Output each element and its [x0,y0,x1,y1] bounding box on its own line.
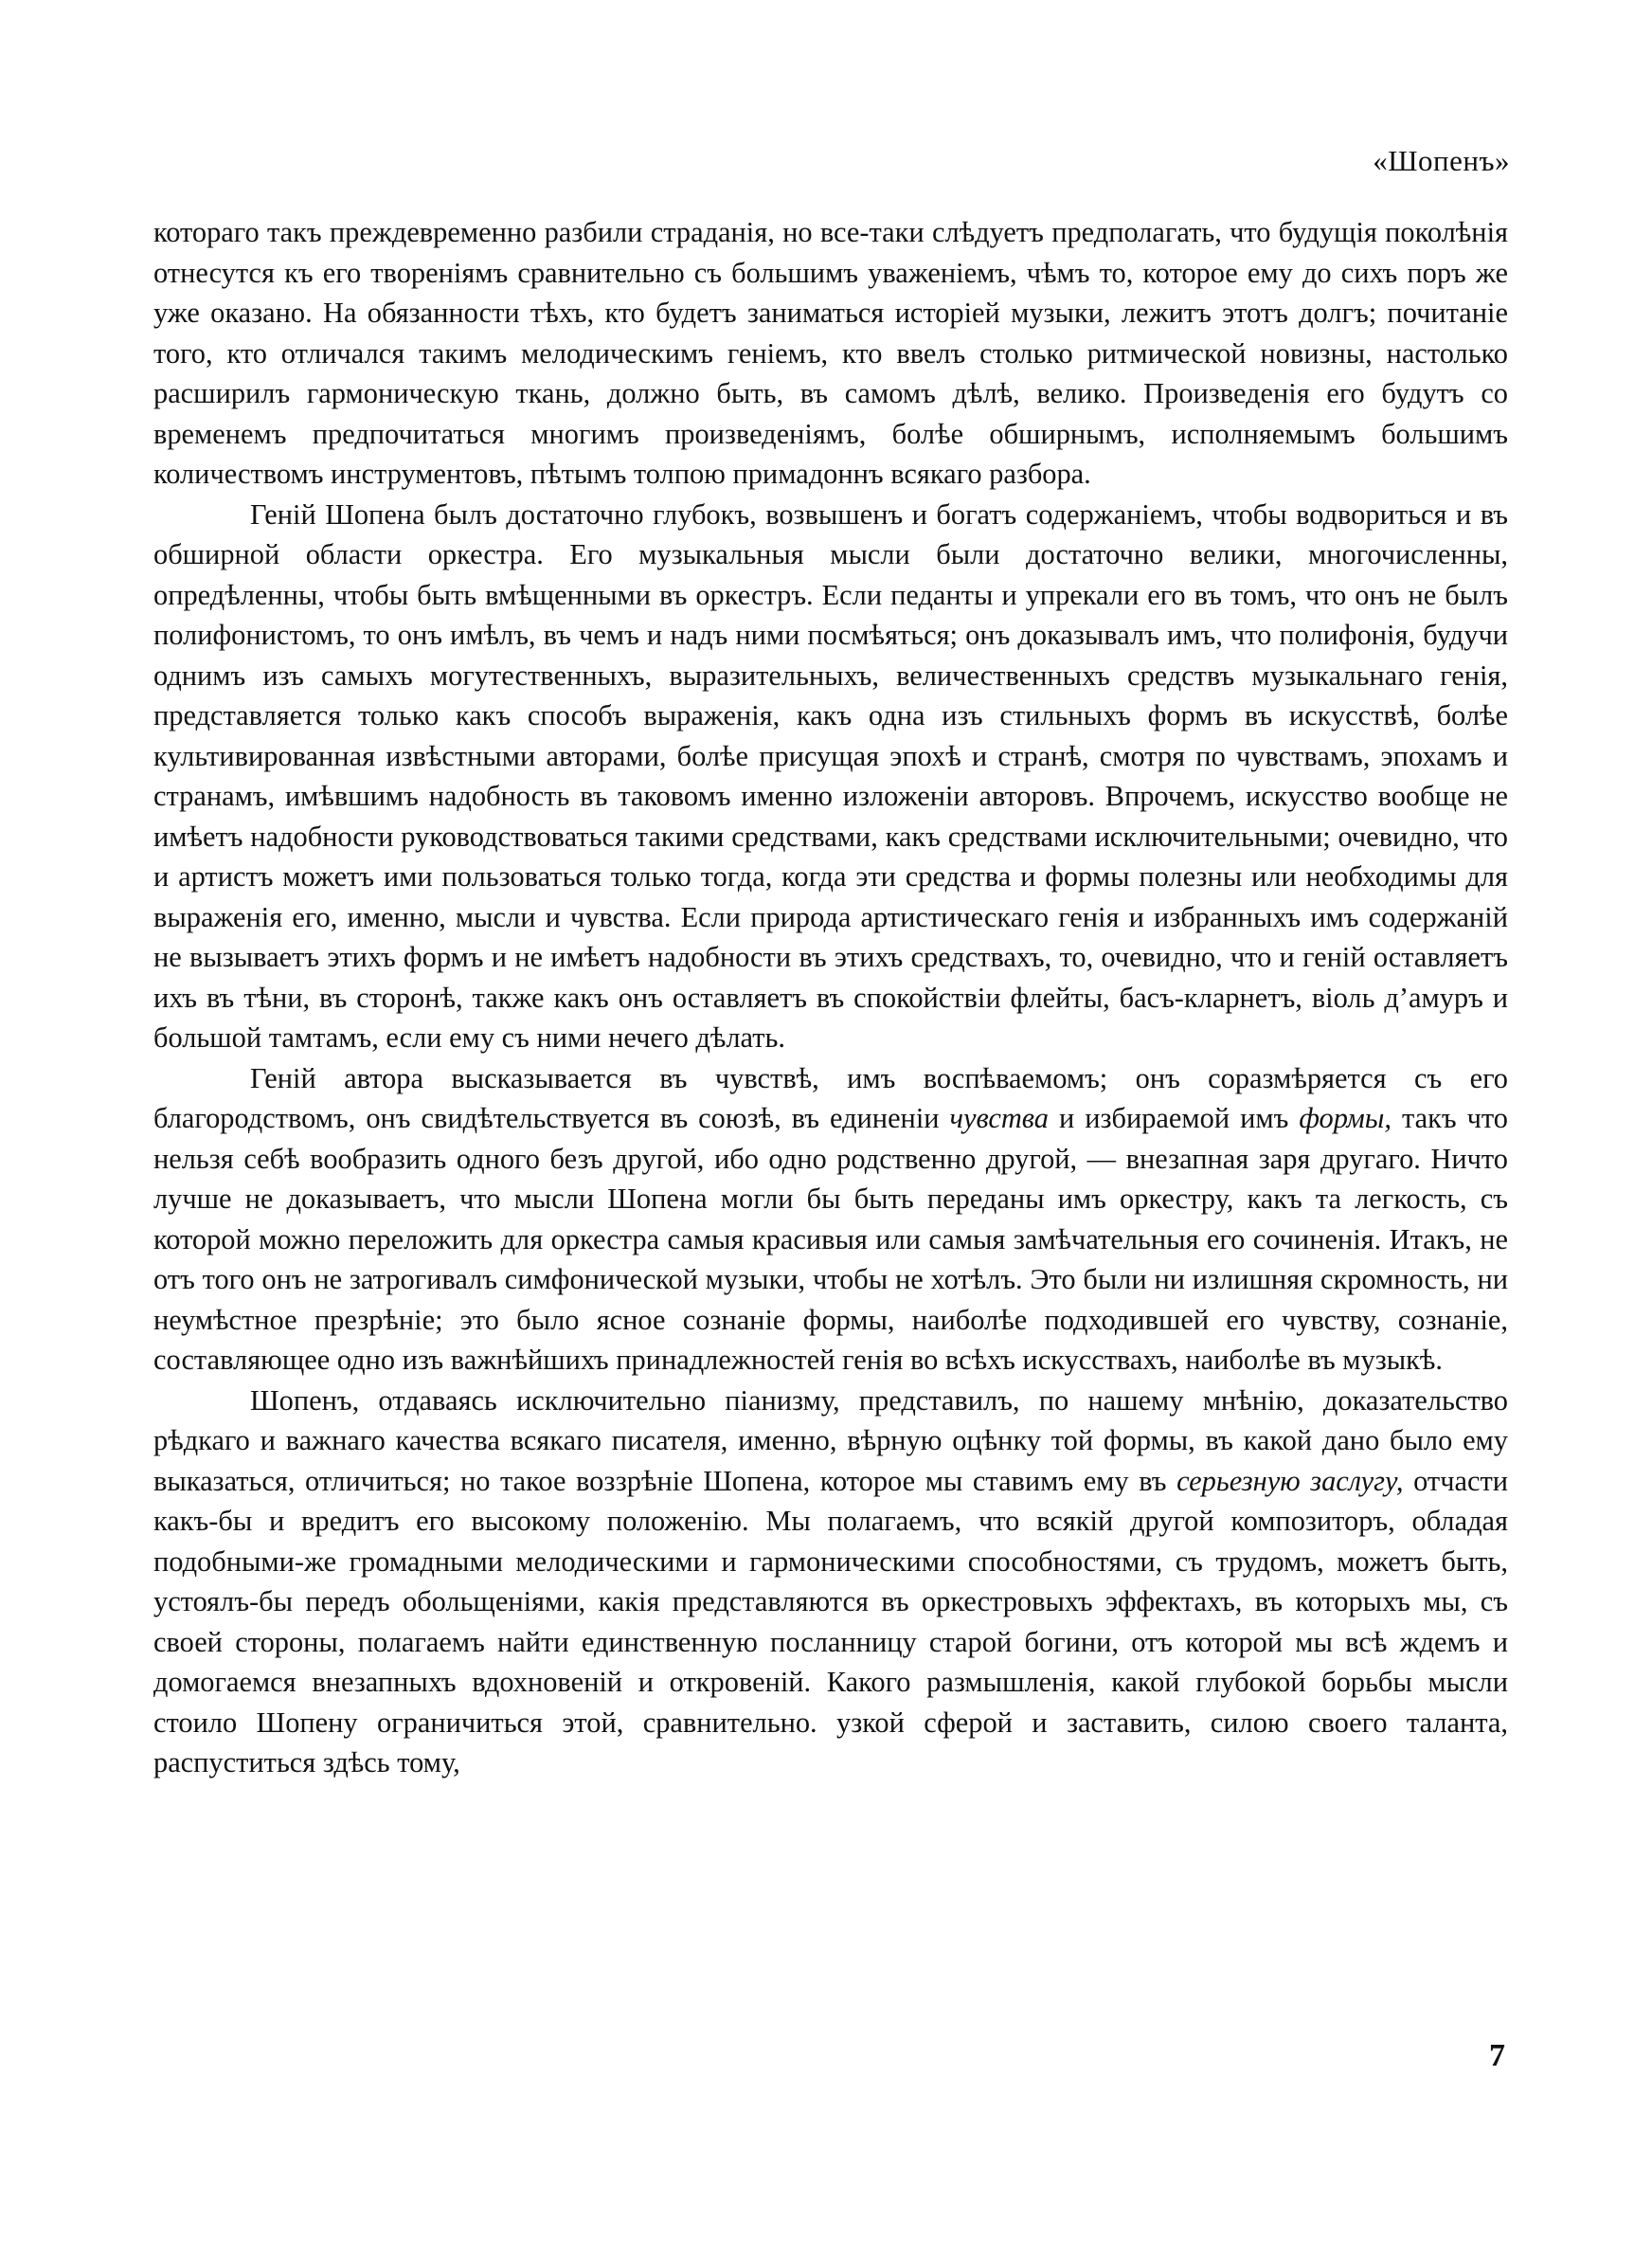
paragraph-3-italic-chuvstva: чувства [949,1102,1049,1134]
paragraph-3 [153,1058,1508,1381]
paragraph-2-text: Геній Шопена былъ достаточно глубокъ, возвышенъ и богатъ содержаніемъ, чтобы водвориться и въ обширной области оркестра. Его музыкальныя мысли были достаточно велики, многочисленны, опредѣленны, чтобы быть вмѣщенными въ оркестръ. Если педанты и упрекали его въ томъ, что онъ не былъ полифонистомъ, то онъ имѣлъ, въ чемъ и надъ ними посмѣяться; онъ доказывалъ имъ, что полифонія, будучи однимъ изъ самыхъ могутественныхъ, выразительныхъ, величественныхъ средствъ музыкальнаго генія, представляется только какъ способъ выраженія, какъ одна изъ стильныхъ формъ въ искусствѣ, болѣе культивированная извѣстными авторами, болѣе присущая эпохѣ и странѣ, смотря по чувствамъ, эпохамъ и странамъ, имѣвшимъ надобность въ таковомъ именно изложеніи авторовъ. Впрочемъ, искусство вообще не имѣетъ надобности руководствоваться такими средствами, какъ средствами исключительными; очевидно, что и артистъ можетъ ими пользоваться только тогда, когда эти средства и формы полезны или необходимы для выраженія его, именно, мысли и чувства. Если природа артистическаго генія и избранныхъ имъ содержаній не вызываетъ этихъ формъ и не имѣетъ надобности въ этихъ средствахъ, то, очевидно, что и геній оставляетъ ихъ въ тѣни, въ сторонѣ, также какъ онъ оставляетъ въ спокойствіи флейты, басъ-кларнетъ, віоль д’амуръ и большой тамтамъ, если ему съ ними нечего дѣлать. [153,497,1508,1054]
paragraph-3-italic-formy: формы, [1299,1102,1392,1134]
paragraph-4 [153,1381,1508,1783]
paragraph-1-text: котораго такъ преждевременно разбили страданія, но все-таки слѣдуетъ предполагать, что будущія поколѣнія отнесутся къ его твореніямъ сравнительно съ большимъ уваженіемъ, чѣмъ то, которое ему до сихъ поръ же уже оказано. На обязанности тѣхъ, кто будетъ заниматься исторіей музыки, лежитъ этотъ долгъ; почитаніе того, кто отличался такимъ мелодическимъ геніемъ, кто ввелъ столько ритмической новизны, настолько расширилъ гармоническую ткань, должно быть, въ самомъ дѣлѣ, велико. Произведенія его будутъ со временемъ предпочитаться многимъ произведеніямъ, болѣе обширнымъ, исполняемымъ большимъ количествомъ инструментовъ, пѣтымъ толпою примадоннъ всякаго разбора. [153,216,1508,490]
paragraph-3-text-b: и избираемой имъ [1048,1102,1300,1134]
paragraph-3-text-a: Геній автора высказывается въ чувствѣ, имъ воспѣваемомъ; онъ соразмѣряется съ его благородствомъ, онъ свидѣтельствуется въ союзѣ, въ единеніи [153,1061,1508,1134]
paragraph-2 [153,495,1508,1058]
paragraph-4-italic-zasluga: серьезную заслугу, [1176,1464,1404,1497]
paragraph-3-text-c: такъ что нельзя себѣ вообразить одного безъ другой, ибо одно родственно другой, — внезапная заря другаго. Ничто лучше не доказываетъ, что мысли Шопена могли бы быть переданы имъ оркестру, какъ та легкость, съ которой можно переложить для оркестра самыя красивыя или самыя замѣчательныя его сочиненія. Итакъ, не отъ того онъ не затрогивалъ симфонической музыки, чтобы не хотѣлъ. Это были ни излишняя скромность, ни неумѣстное презрѣніе; это было ясное сознаніе формы, наиболѣе подходившей его чувству, сознаніе, составляющее одно изъ важнѣйшихъ принадлежностей генія во всѣхъ искусствахъ, наиболѣе въ музыкѣ. [153,1102,1508,1376]
running-head-title: «Шопенъ» [1373,144,1510,177]
body-text [153,212,1508,1783]
paragraph-4-text-b: отчасти какъ-бы и вредитъ его высокому положенію. Мы полагаемъ, что всякій другой композиторъ, обладая подобными-же громадными мелодическими и гармоническими способностями, съ трудомъ, можетъ быть, устоялъ-бы передъ обольщеніями, какія представляются въ оркестровыхъ эффектахъ, въ которыхъ мы, съ своей стороны, полагаемъ найти единственную посланницу старой богини, отъ которой мы всѣ ждемъ и домогаемся внезапныхъ вдохновеній и откровеній. Какого размышленія, какой глубокой борьбы мысли стоило Шопену ограничиться этой, сравнительно. узкой сферой и заставить, силою своего таланта, распуститься здѣсь тому, [153,1464,1508,1779]
paragraph-1 [153,212,1508,495]
page-number: 7 [1489,2038,1505,2073]
paragraph-4-text-a: Шопенъ, отдаваясь исключительно піанизму, представилъ, по нашему мнѣнію, доказательство рѣдкаго и важнаго качества всякаго писателя, именно, вѣрную оцѣнку той формы, въ какой дано было ему выказаться, отличиться; но такое воззрѣніе Шопена, которое мы ставимъ ему въ [153,1383,1508,1497]
